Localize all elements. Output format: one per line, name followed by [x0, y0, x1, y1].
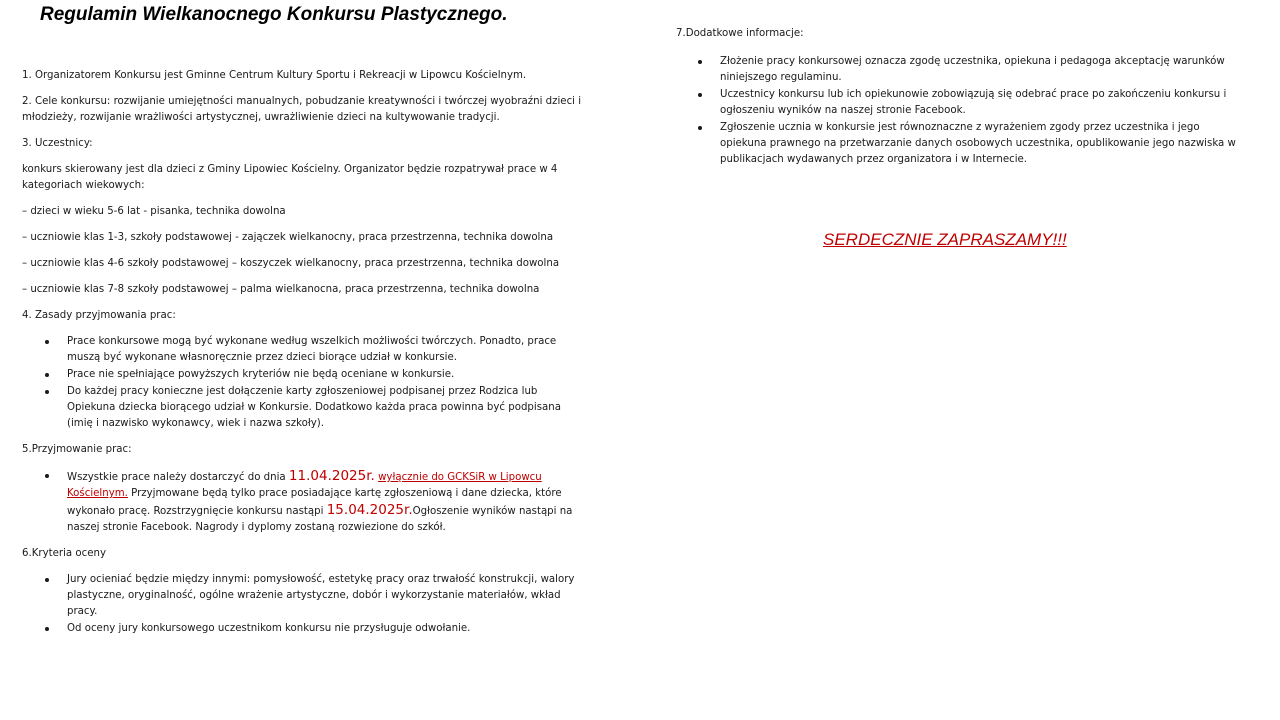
category-2: – uczniowie klas 1-3, szkoły podstawowej - zajączek wielkanocny, praca przestrzenna, technika dowolna [22, 232, 554, 243]
deadline-date: 11.04.2025r. [288, 468, 375, 484]
delivery-location-link: wyłącznie do GCKSiR w Lipowcu Kościelnym. [67, 472, 542, 499]
additional-info-list [676, 54, 1236, 168]
list-item: Prace nie spełniające powyższych kryteriów nie będą oceniane w konkursie. [67, 367, 588, 383]
section-rules-heading: 4. Zasady przyjmowania prac: [22, 310, 176, 321]
list-item: Zgłoszenie ucznia w konkursie jest równoznaczne z wyrażeniem zgody przez uczestnika i jego opiekuna prawnego na przetwarzanie danych osobowych uczestnika, opublikowanie jego nazwiska w publikacjach wydawanych przez organizatora i w Internecie. [720, 120, 1236, 168]
delivery-text-2: Przyjmowane będą tylko prace posiadające kartę zgłoszeniową i dane dziecka, które wykonało pracę. Rozstrzygnięcie konkursu nastąpi [67, 488, 562, 517]
results-date: 15.04.2025r. [326, 502, 413, 518]
list-item: Od oceny jury konkursowego uczestnikom konkursu nie przysługuje odwołanie. [67, 621, 588, 637]
section-additional-heading: 7.Dodatkowe informacje: [676, 28, 804, 39]
delivery-text-3: Ogłoszenie wyników nastąpi na naszej stronie Facebook. Nagrody i dyplomy zostaną rozwiezione do szkół. [67, 506, 573, 533]
list-item: Uczestnicy konkursu lub ich opiekunowie zobowiązują się odebrać prace po zakończeniu konkursu i ogłoszeniu wyników na naszej stronie Facebook. [720, 87, 1236, 119]
participants-text: konkurs skierowany jest dla dzieci z Gminy Lipowiec Kościelny. Organizator będzie rozpatrywał prace w 4 kategoriach wiekowych: [22, 164, 558, 191]
category-3: – uczniowie klas 4-6 szkoły podstawowej – koszyczek wielkanocny, praca przestrzenna, technika dowolna [22, 258, 560, 269]
list-item: Prace konkursowe mogą być wykonane według wszelkich możliwości twórczych. Ponadto, prace muszą być wykonane własnoręcznie przez dzieci biorące udział w konkursie. [67, 334, 588, 366]
rules-list [22, 334, 588, 432]
document-title: Regulamin Wielkanocnego Konkursu Plastycznego. [40, 4, 508, 25]
category-1: – dzieci w wieku 5-6 lat - pisanka, technika dowolna [22, 206, 286, 217]
section-organizer: 1. Organizatorem Konkursu jest Gminne Centrum Kultury Sportu i Rekreacji w Lipowcu Kościelnym. [22, 70, 527, 81]
closing-invitation: SERDECZNIE ZAPRASZAMY!!! [823, 230, 1067, 249]
delivery-text-1: Wszystkie prace należy dostarczyć do dnia [67, 472, 289, 483]
list-item [67, 468, 588, 536]
delivery-list [22, 468, 588, 536]
category-4: – uczniowie klas 7-8 szkoły podstawowej – palma wielkanocna, praca przestrzenna, technika dowolna [22, 284, 540, 295]
section-participants-heading: 3. Uczestnicy: [22, 138, 93, 149]
left-column [22, 68, 588, 647]
section-goals: 2. Cele konkursu: rozwijanie umiejętności manualnych, pobudzanie kreatywności i twórczej wyobraźni dzieci i młodzieży, rozwijanie wrażliwości artystycznej, uwrażliwienie dzieci na kultywowanie tradycji. [22, 96, 582, 123]
list-item: Złożenie pracy konkursowej oznacza zgodę uczestnika, opiekuna i pedagoga akceptację warunków niniejszego regulaminu. [720, 54, 1236, 86]
right-column [676, 26, 1236, 178]
section-criteria-heading: 6.Kryteria oceny [22, 548, 106, 559]
criteria-list [22, 572, 588, 637]
list-item: Jury ocieniać będzie między innymi: pomysłowość, estetykę pracy oraz trwałość konstrukcji, walory plastyczne, oryginalność, ogólne wrażenie artystyczne, dobór i wykorzystanie materiałów, wkład pracy. [67, 572, 588, 620]
section-delivery-heading: 5.Przyjmowanie prac: [22, 444, 132, 455]
list-item: Do każdej pracy konieczne jest dołączenie karty zgłoszeniowej podpisanej przez Rodzica lub Opiekuna dziecka biorącego udział w Konkursie. Dodatkowo każda praca powinna być podpisana (imię i nazwisko wykonawcy, wiek i nazwa szkoły). [67, 384, 588, 432]
